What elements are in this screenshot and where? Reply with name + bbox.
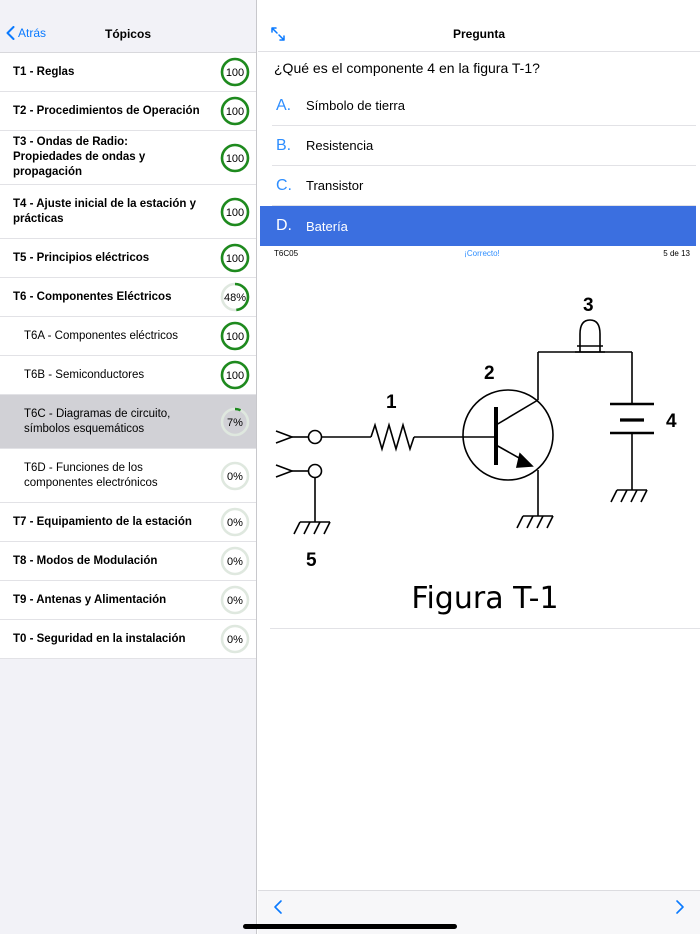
progress-ring: [220, 585, 250, 615]
topic-row[interactable]: [0, 278, 256, 317]
answer-option[interactable]: [272, 166, 696, 206]
progress-value: 7%: [227, 416, 243, 429]
question-title: Pregunta: [452, 27, 505, 41]
progress-value: 0%: [227, 517, 243, 529]
progress-value: 48%: [223, 292, 247, 304]
figure-label-2: 2: [484, 363, 495, 384]
figure-label-1: 1: [386, 392, 397, 413]
progress-ring: [220, 546, 250, 576]
question-panel: [258, 0, 700, 934]
lamp-symbol: [575, 320, 605, 352]
circuit-figure: [270, 282, 700, 628]
answer-letter: B.: [276, 136, 292, 154]
topic-label: T8 - Modos de Modulación: [13, 554, 158, 567]
topic-row[interactable]: [0, 131, 256, 185]
progress-ring: [220, 407, 250, 437]
topics-panel: [0, 0, 257, 934]
back-button-label: Atrás: [18, 26, 47, 40]
progress-ring: [220, 461, 250, 491]
topic-row[interactable]: [0, 503, 256, 542]
answer-letter: C.: [276, 176, 292, 194]
question-position: 5 de 13: [663, 249, 690, 258]
topic-label: T4 - Ajuste inicial de la estación y prácticas: [13, 197, 196, 225]
next-question-button[interactable]: [674, 899, 686, 915]
input-connector-bottom: [276, 465, 292, 477]
topic-label: T3 - Ondas de Radio: Propiedades de ondas y propagación: [13, 136, 146, 178]
answer-option[interactable]: [260, 206, 696, 246]
topic-list: [0, 52, 256, 659]
topic-label: T0 - Seguridad en la instalación: [13, 632, 186, 645]
resistor-symbol: [371, 425, 414, 449]
question-code: T6C05: [274, 249, 299, 258]
topics-title: Tópicos: [104, 27, 151, 41]
progress-value: 100: [225, 106, 245, 118]
topic-label: T2 - Procedimientos de Operación: [13, 104, 200, 117]
progress-value: 100: [225, 370, 245, 382]
answer-option[interactable]: [272, 126, 696, 166]
topic-label: T7 - Equipamiento de la estación: [13, 515, 192, 528]
answer-text: Batería: [306, 218, 348, 234]
topic-row[interactable]: [0, 356, 256, 395]
topic-label: T6C - Diagramas de circuito, símbolos esquemáticos: [24, 407, 171, 435]
progress-value: 0%: [227, 470, 243, 483]
topic-label: T1 - Reglas: [13, 65, 75, 78]
progress-value: 0%: [227, 595, 243, 607]
topic-label: T9 - Antenas y Alimentación: [13, 593, 167, 606]
progress-value: 0%: [227, 556, 243, 568]
answer-text: Transistor: [306, 178, 364, 193]
progress-value: 100: [225, 206, 245, 219]
question-meta: [274, 249, 690, 261]
topic-row[interactable]: [0, 53, 256, 92]
figure-label-4: 4: [666, 411, 677, 432]
previous-question-button[interactable]: [272, 899, 284, 915]
input-connector-top: [276, 431, 292, 443]
progress-ring: [220, 143, 250, 173]
figure-label-5: 5: [306, 550, 317, 571]
topic-label: T6D - Funciones de los componentes electrónicos: [24, 461, 158, 489]
answer-letter: A.: [276, 96, 292, 114]
progress-value: 100: [225, 331, 245, 343]
topic-label: T5 - Principios eléctricos: [13, 251, 150, 264]
progress-ring: [220, 282, 250, 312]
topic-row[interactable]: [0, 317, 256, 356]
answer-text: Resistencia: [306, 138, 374, 153]
topic-label: T6B - Semiconductores: [24, 368, 145, 381]
progress-ring: [220, 57, 250, 87]
topic-label: T6 - Componentes Eléctricos: [13, 290, 172, 303]
topic-row[interactable]: [0, 542, 256, 581]
topic-label: T6A - Componentes eléctricos: [24, 329, 179, 342]
progress-ring: [220, 321, 250, 351]
question-text: ¿Qué es el componente 4 en la figura T-1?: [274, 60, 540, 76]
home-indicator: [243, 924, 457, 929]
answer-text: Símbolo de tierra: [306, 98, 405, 113]
progress-value: 100: [225, 253, 245, 265]
progress-ring: [220, 507, 250, 537]
topic-row[interactable]: [0, 581, 256, 620]
progress-ring: [220, 624, 250, 654]
progress-value: 100: [225, 67, 245, 79]
progress-ring: [220, 197, 250, 227]
progress-value: 100: [225, 152, 245, 165]
topic-row[interactable]: [0, 239, 256, 278]
progress-ring: [220, 360, 250, 390]
battery-symbol: [610, 404, 654, 433]
figure-divider: [270, 628, 700, 629]
figure-label-3: 3: [583, 295, 594, 316]
topic-row[interactable]: [0, 449, 256, 503]
progress-ring: [220, 96, 250, 126]
answer-list: [260, 86, 696, 246]
topic-row[interactable]: [0, 185, 256, 239]
progress-ring: [220, 243, 250, 273]
question-nav-bar: [258, 18, 700, 52]
result-label: ¡Correcto!: [464, 249, 500, 258]
topic-row[interactable]: [0, 395, 256, 449]
progress-value: 0%: [227, 634, 243, 646]
topic-row[interactable]: [0, 620, 256, 659]
transistor-symbol: [463, 390, 553, 480]
answer-option[interactable]: [272, 86, 696, 126]
topic-row[interactable]: [0, 92, 256, 131]
chevron-right-icon: [677, 901, 683, 913]
chevron-left-icon: [275, 901, 281, 913]
topics-nav-bar: [0, 18, 256, 52]
figure-caption: Figura T-1: [411, 581, 559, 616]
answer-letter: D.: [276, 217, 292, 234]
